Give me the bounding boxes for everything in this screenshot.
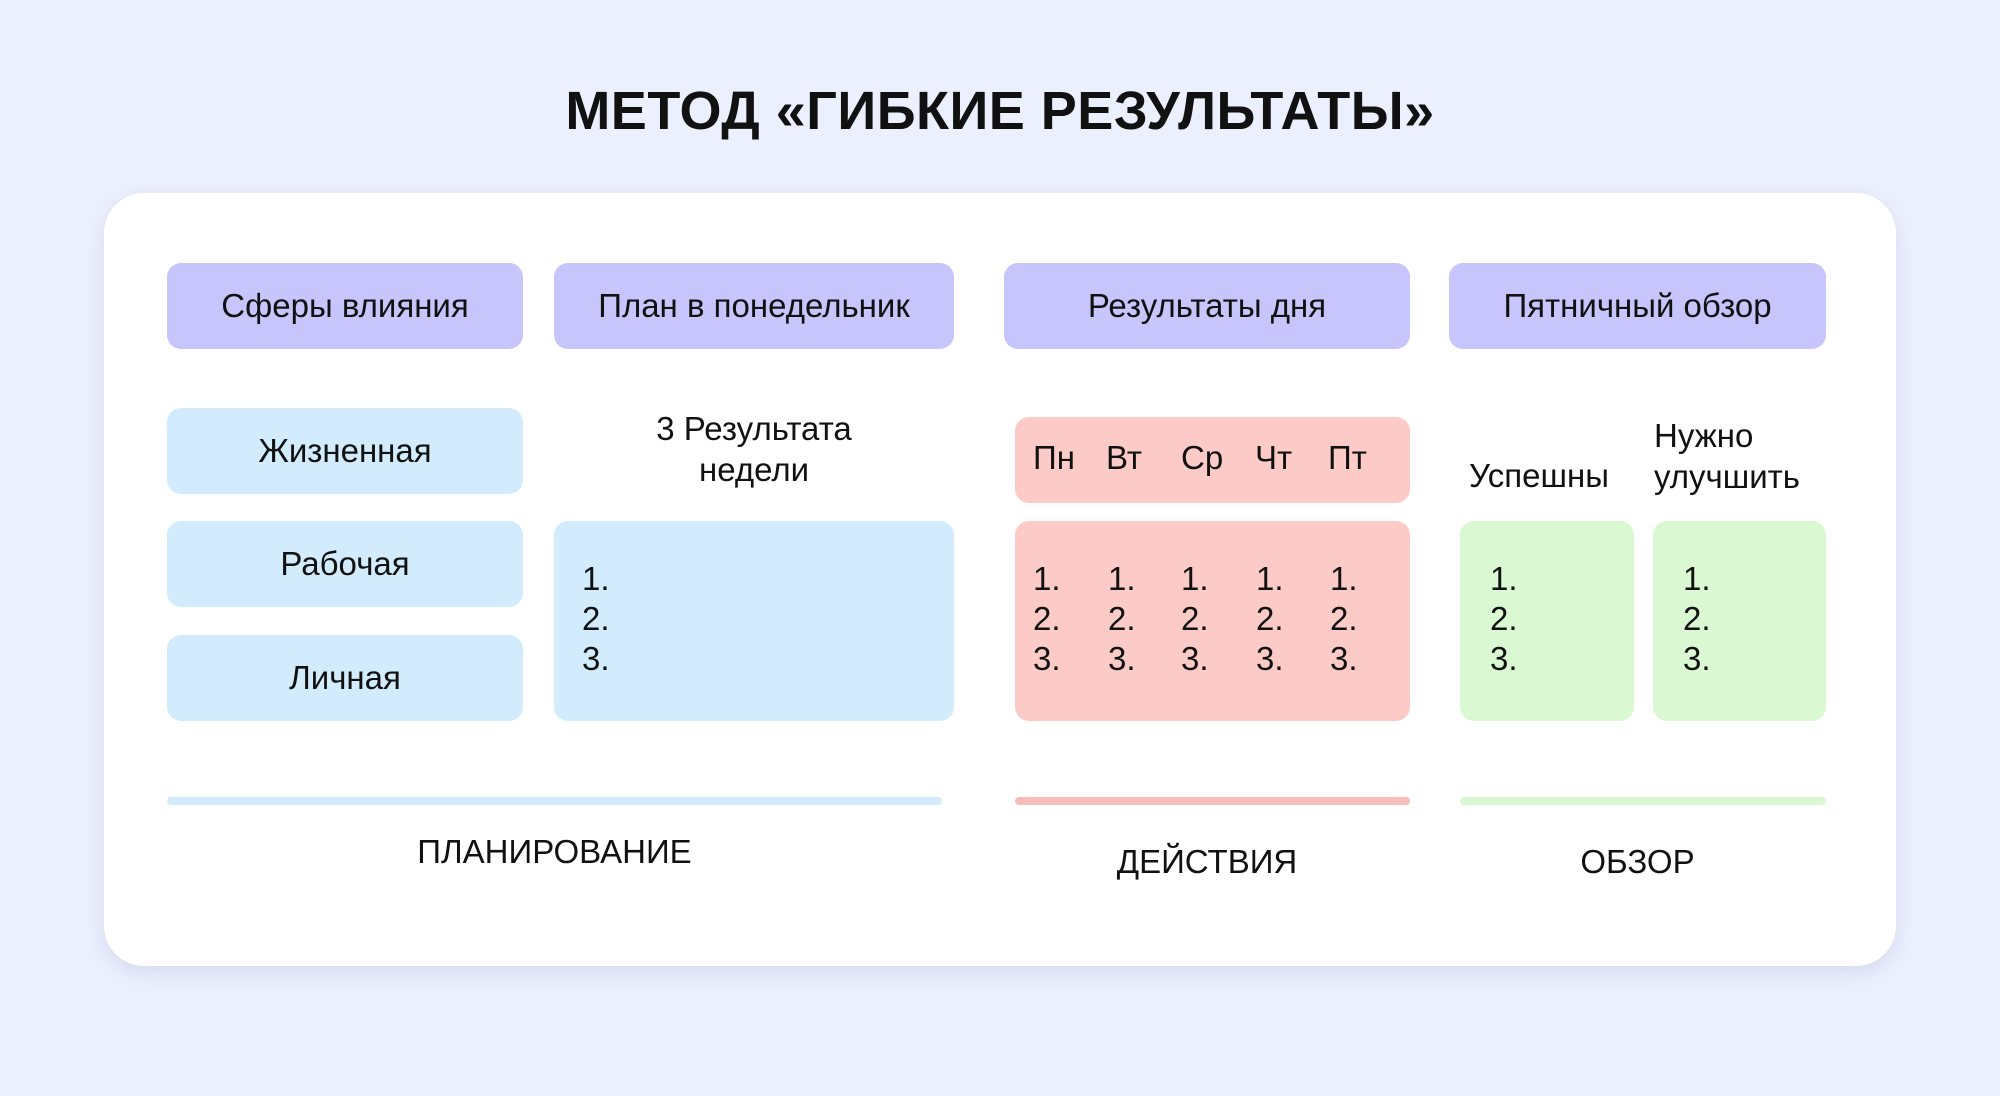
list-item: 2. [1330,600,1358,637]
actions-line [1015,797,1410,805]
method-card [104,193,1896,966]
weekly-results-label: 3 Результата недели [656,410,852,488]
day-list-fri [1330,559,1358,679]
review-line [1460,797,1826,805]
list-item: 1. [1683,560,1711,597]
weekly-results-box [554,521,954,721]
header-monday-plan: План в понедельник [554,263,954,349]
list-item: 2. [1033,600,1061,637]
daily-results-box [1015,521,1410,721]
list-item: 3. [1033,640,1061,677]
improve-list [1683,559,1711,679]
section-planning: ПЛАНИРОВАНИЕ [417,833,692,870]
list-item: 3. [1108,640,1136,677]
successful-list [1490,559,1518,679]
list-item: 2. [1181,600,1209,637]
day-list-tue [1108,559,1136,679]
list-item: 2. [1490,600,1518,637]
day-list-mon [1033,559,1061,679]
day-wed: Ср [1181,439,1224,476]
diagram-title: МЕТОД «ГИБКИЕ РЕЗУЛЬТАТЫ» [565,81,1435,141]
list-item: 2. [582,600,610,637]
list-item: 3. [1330,640,1358,677]
list-item: 2. [1683,600,1711,637]
sphere-personal: Личная [167,635,523,721]
sphere-life: Жизненная [167,408,523,494]
list-item: 3. [1181,640,1209,677]
list-item: 1. [1181,560,1209,597]
day-list-thu [1256,559,1284,679]
list-item: 1. [1330,560,1358,597]
header-spheres: Сферы влияния [167,263,523,349]
list-item: 1. [1108,560,1136,597]
section-review: ОБЗОР [1580,843,1695,880]
list-item: 3. [582,640,610,677]
review-improve-box [1653,521,1826,721]
day-tue: Вт [1106,439,1143,476]
sphere-work: Рабочая [167,521,523,607]
review-successful-box [1460,521,1634,721]
list-item: 3. [1683,640,1711,677]
list-item: 1. [1033,560,1061,597]
day-list-wed [1181,559,1209,679]
review-improve-label: Нужно улучшить [1654,417,1800,495]
weekly-results-list [582,559,610,679]
section-actions: ДЕЙСТВИЯ [1116,843,1298,880]
header-friday-review: Пятничный обзор [1449,263,1826,349]
planning-line [167,797,942,805]
list-item: 3. [1256,640,1284,677]
header-daily-results: Результаты дня [1004,263,1410,349]
list-item: 1. [582,560,610,597]
day-fri: Пт [1328,439,1367,476]
list-item: 3. [1490,640,1518,677]
list-item: 2. [1108,600,1136,637]
day-mon: Пн [1033,439,1075,476]
list-item: 1. [1490,560,1518,597]
list-item: 1. [1256,560,1284,597]
review-successful-label: Успешны [1469,457,1609,494]
days-bar [1015,417,1410,503]
day-thu: Чт [1255,439,1293,476]
list-item: 2. [1256,600,1284,637]
